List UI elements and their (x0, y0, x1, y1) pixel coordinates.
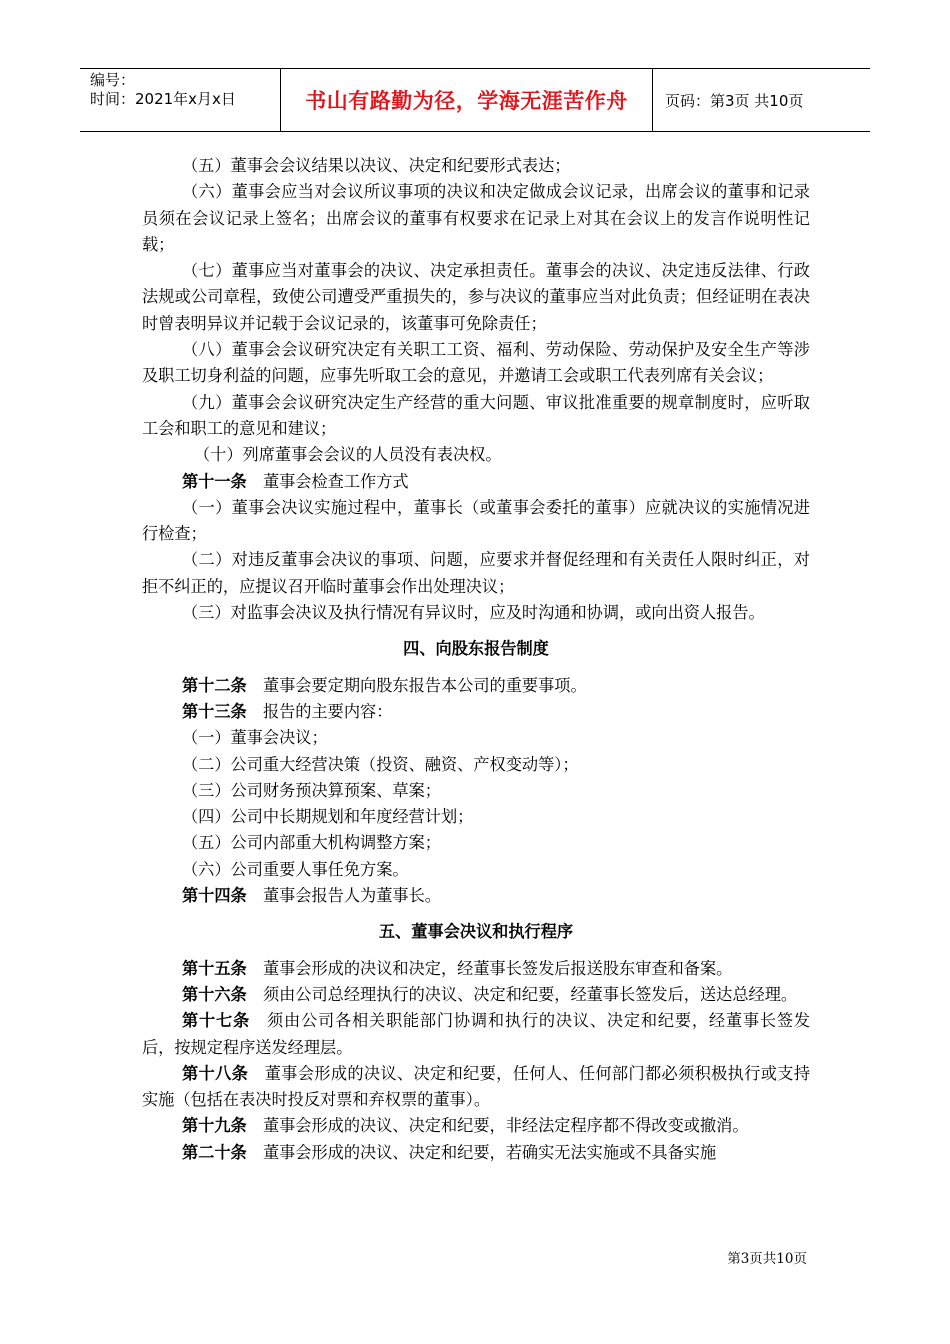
article-text: 董事会要定期向股东报告本公司的重要事项。 (262, 675, 587, 695)
paragraph: （一）董事会决议实施过程中，董事长（或董事会委托的董事）应就决议的实施情况进行检查； (142, 497, 810, 544)
article-label: 第十四条 (182, 886, 247, 906)
paragraph: （五）董事会会议结果以决议、决定和纪要形式表达； (182, 156, 571, 175)
article-17 (142, 1008, 810, 1061)
list-item: （三）公司财务预决算预案、草案； (182, 780, 441, 800)
article-label: 第十九条 (182, 1116, 247, 1136)
article-18 (142, 1061, 810, 1114)
article-text: 董事会形成的决议、决定和纪要，任何人、任何部门都必须积极执行或支持实施（包括在表决时投反对票和弃权票的董事）。 (142, 1063, 811, 1110)
list-item: （六）公司重要人事任免方案。 (182, 859, 409, 879)
section-heading: 四、向股东报告制度 (403, 639, 549, 659)
article-11 (142, 469, 810, 495)
article-label: 第十七条 (182, 1011, 250, 1031)
article-16 (142, 982, 810, 1008)
article-label: 第十一条 (182, 471, 247, 491)
document-body (142, 153, 810, 1166)
header-info (80, 69, 281, 131)
article-20 (142, 1140, 810, 1166)
list-item: （一）董事会决议； (182, 728, 328, 748)
article-19 (142, 1113, 810, 1139)
article-12 (142, 673, 810, 699)
article-15 (142, 956, 810, 982)
header-page-number: 页码：第3页 共10页 (665, 91, 804, 110)
footer-page-number: 第3页共10页 (727, 1251, 807, 1267)
header-motto: 书山有路勤为径，学海无涯苦作舟 (281, 69, 653, 131)
paragraph: （七）董事应当对董事会的决议、决定承担责任。董事会的决议、决定违反法律、行政法规或公司章程，致使公司遭受严重损失的，参与决议的董事应当对此负责；但经证明在表决时曾表明异议并记载于会议记录的，该董事可免除责任； (142, 261, 810, 333)
document-number-label: 编号： (90, 71, 136, 89)
paragraph: （十）列席董事会会议的人员没有表决权。 (194, 445, 502, 465)
article-text: 董事会报告人为董事长。 (262, 886, 441, 906)
paragraph: （二）对违反董事会决议的事项、问题，应要求并督促经理和有关责任人限时纠正，对拒不纠正的，应提议召开临时董事会作出处理决议； (142, 550, 810, 596)
article-text: 董事会形成的决议、决定和纪要，若确实无法实施或不具备实施 (262, 1142, 717, 1162)
article-13 (142, 699, 810, 725)
article-text: 董事会检查工作方式 (262, 471, 409, 491)
document-date: 时间：2021年x月x日 (90, 90, 236, 108)
article-text: 须由公司总经理执行的决议、决定和纪要，经董事长签发后，送达总经理。 (262, 984, 798, 1004)
article-text: 董事会形成的决议和决定，经董事长签发后报送股东审查和备案。 (262, 958, 733, 978)
list-item: （四）公司中长期规划和年度经营计划； (182, 807, 474, 827)
section-heading: 五、董事会决议和执行程序 (378, 922, 574, 942)
article-label: 第十三条 (182, 701, 247, 721)
article-label: 第二十条 (182, 1142, 247, 1162)
paragraph: （六）董事会应当对会议所议事项的决议和决定做成会议记录，出席会议的董事和记录员须在会议记录上签名；出席会议的董事有权要求在记录上对其在会议上的发言作说明性记载； (142, 182, 810, 254)
article-label: 第十八条 (182, 1063, 249, 1083)
paragraph: （三）对监事会决议及执行情况有异议时，应及时沟通和协调，或向出资人报告。 (182, 603, 765, 623)
article-label: 第十六条 (182, 984, 247, 1004)
article-14 (142, 883, 810, 909)
list-item: （二）公司重大经营决策（投资、融资、产权变动等）； (182, 754, 579, 774)
paragraph: （九）董事会会议研究决定生产经营的重大问题、审议批准重要的规章制度时，应听取工会和职工的意见和建议； (142, 392, 810, 438)
paragraph: （八）董事会会议研究决定有关职工工资、福利、劳动保险、劳动保护及安全生产等涉及职工切身利益的问题，应事先听取工会的意见，并邀请工会或职工代表列席有关会议； (142, 340, 810, 386)
list-item: （五）公司内部重大机构调整方案； (182, 833, 441, 853)
page-header (80, 68, 870, 132)
article-text: 报告的主要内容： (262, 701, 393, 721)
article-text: 须由公司各相关职能部门协调和执行的决议、决定和纪要，经董事长签发后，按规定程序送发经理层。 (142, 1011, 811, 1057)
article-text: 董事会形成的决议、决定和纪要，非经法定程序都不得改变或撤消。 (262, 1116, 749, 1136)
article-label: 第十二条 (182, 675, 247, 695)
article-label: 第十五条 (182, 958, 247, 978)
